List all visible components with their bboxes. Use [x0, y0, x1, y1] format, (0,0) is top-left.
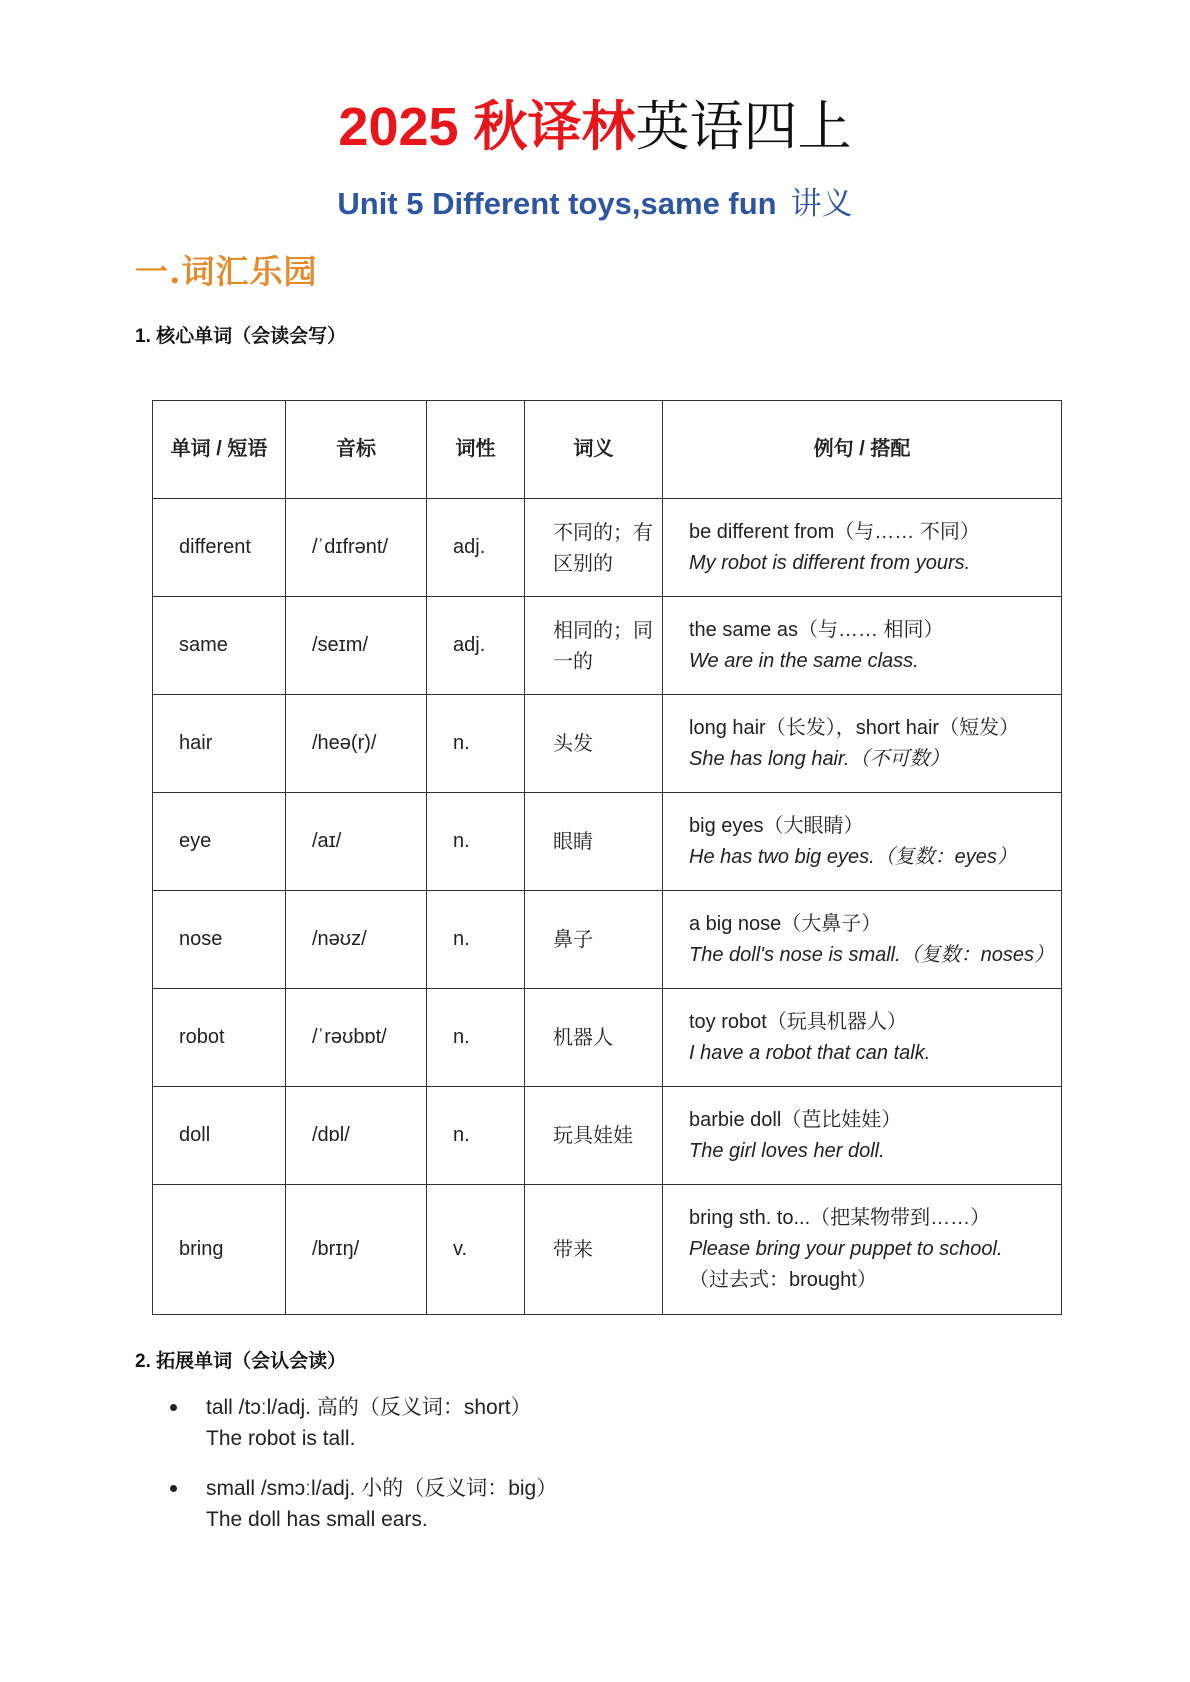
pos-cell: n.: [427, 793, 525, 891]
word-cell: bring: [153, 1185, 286, 1315]
section-title: 一.词汇乐园: [135, 252, 318, 291]
example-sentence: My robot is different from yours.: [689, 551, 971, 574]
pos-cell: n.: [427, 1087, 525, 1185]
collocation: a big nose（大鼻子）: [689, 912, 882, 935]
example-cell: [663, 499, 1062, 597]
col-header-phonetic: 音标: [286, 401, 427, 499]
pos-cell: adj.: [427, 499, 525, 597]
example-sentence: She has long hair.（不可数）: [689, 747, 950, 770]
table-row: [153, 1185, 1062, 1315]
col-header-meaning: 词义: [525, 401, 663, 499]
phonetic-cell: /heə(r)/: [286, 695, 427, 793]
table-row: [153, 891, 1062, 989]
bullet-icon: [170, 1485, 177, 1492]
example-note: （过去式：brought）: [689, 1269, 877, 1291]
phonetic-cell: /ˈrəʊbɒt/: [286, 989, 427, 1087]
extended-word-example: The doll has small ears.: [206, 1508, 428, 1531]
collocation: barbie doll（芭比娃娃）: [689, 1108, 902, 1131]
phonetic-cell: /nəʊz/: [286, 891, 427, 989]
meaning-cell: 眼睛: [525, 793, 663, 891]
col-header-word: 单词 / 短语: [153, 401, 286, 499]
extended-words-heading: 2. 拓展单词（会认会读）: [135, 1351, 347, 1372]
example-cell: [663, 989, 1062, 1087]
word-cell: same: [153, 597, 286, 695]
example-cell: [663, 1087, 1062, 1185]
example-sentence: The doll's nose is small.（复数：noses）: [689, 943, 1055, 966]
table-row: [153, 989, 1062, 1087]
phonetic-cell: /aɪ/: [286, 793, 427, 891]
example-sentence: I have a robot that can talk.: [689, 1041, 931, 1064]
extended-word-entry: tall /tɔːl/adj. 高的（反义词：short）: [206, 1396, 532, 1419]
page-title: [0, 92, 1190, 162]
meaning-cell: 不同的；有区别的: [525, 499, 663, 597]
pos-cell: n.: [427, 695, 525, 793]
meaning-cell: 带来: [525, 1185, 663, 1315]
collocation: long hair（长发），short hair（短发）: [689, 716, 1020, 739]
list-item: [170, 1473, 870, 1535]
example-cell: [663, 1185, 1062, 1315]
unit-name: Unit 5 Different toys,same fun: [337, 186, 777, 221]
collocation: big eyes（大眼睛）: [689, 814, 864, 837]
phonetic-cell: /seɪm/: [286, 597, 427, 695]
unit-subtitle: [0, 184, 1190, 224]
example-cell: [663, 695, 1062, 793]
col-header-pos: 词性: [427, 401, 525, 499]
meaning-cell: 鼻子: [525, 891, 663, 989]
table-row: [153, 695, 1062, 793]
phonetic-cell: /dɒl/: [286, 1087, 427, 1185]
pos-cell: n.: [427, 989, 525, 1087]
extended-word-entry: small /smɔːl/adj. 小的（反义词：big）: [206, 1477, 558, 1500]
word-cell: hair: [153, 695, 286, 793]
word-cell: doll: [153, 1087, 286, 1185]
table-row: [153, 1087, 1062, 1185]
pos-cell: adj.: [427, 597, 525, 695]
collocation: the same as（与…… 相同）: [689, 618, 944, 641]
example-cell: [663, 793, 1062, 891]
pos-cell: n.: [427, 891, 525, 989]
meaning-cell: 相同的；同一的: [525, 597, 663, 695]
word-cell: eye: [153, 793, 286, 891]
core-vocab-table: [152, 400, 1062, 1315]
meaning-cell: 机器人: [525, 989, 663, 1087]
list-item: [170, 1392, 870, 1454]
example-sentence: Please bring your puppet to school.: [689, 1238, 1003, 1260]
table-row: [153, 499, 1062, 597]
phonetic-cell: /ˈdɪfrənt/: [286, 499, 427, 597]
collocation: toy robot（玩具机器人）: [689, 1010, 907, 1033]
unit-handout-label: 讲义: [790, 186, 853, 222]
word-cell: different: [153, 499, 286, 597]
table-row: [153, 793, 1062, 891]
example-cell: [663, 891, 1062, 989]
collocation: be different from（与…… 不同）: [689, 520, 980, 543]
extended-word-list: [170, 1392, 870, 1554]
meaning-cell: 玩具娃娃: [525, 1087, 663, 1185]
example-sentence: The girl loves her doll.: [689, 1139, 885, 1162]
collocation: bring sth. to...（把某物带到……）: [689, 1207, 991, 1229]
word-cell: nose: [153, 891, 286, 989]
core-words-heading: 1. 核心单词（会读会写）: [135, 326, 347, 347]
col-header-example: 例句 / 搭配: [663, 401, 1062, 499]
phonetic-cell: /brɪŋ/: [286, 1185, 427, 1315]
table-header-row: [153, 401, 1062, 499]
extended-word-example: The robot is tall.: [206, 1427, 356, 1450]
title-year-term: 2025 秋译林: [338, 97, 636, 157]
meaning-cell: 头发: [525, 695, 663, 793]
pos-cell: v.: [427, 1185, 525, 1315]
word-cell: robot: [153, 989, 286, 1087]
table-row: [153, 597, 1062, 695]
example-sentence: He has two big eyes.（复数：eyes）: [689, 845, 1017, 868]
example-cell: [663, 597, 1062, 695]
title-course: 英语四上: [635, 95, 852, 158]
example-sentence: We are in the same class.: [689, 649, 919, 672]
bullet-icon: [170, 1404, 177, 1411]
